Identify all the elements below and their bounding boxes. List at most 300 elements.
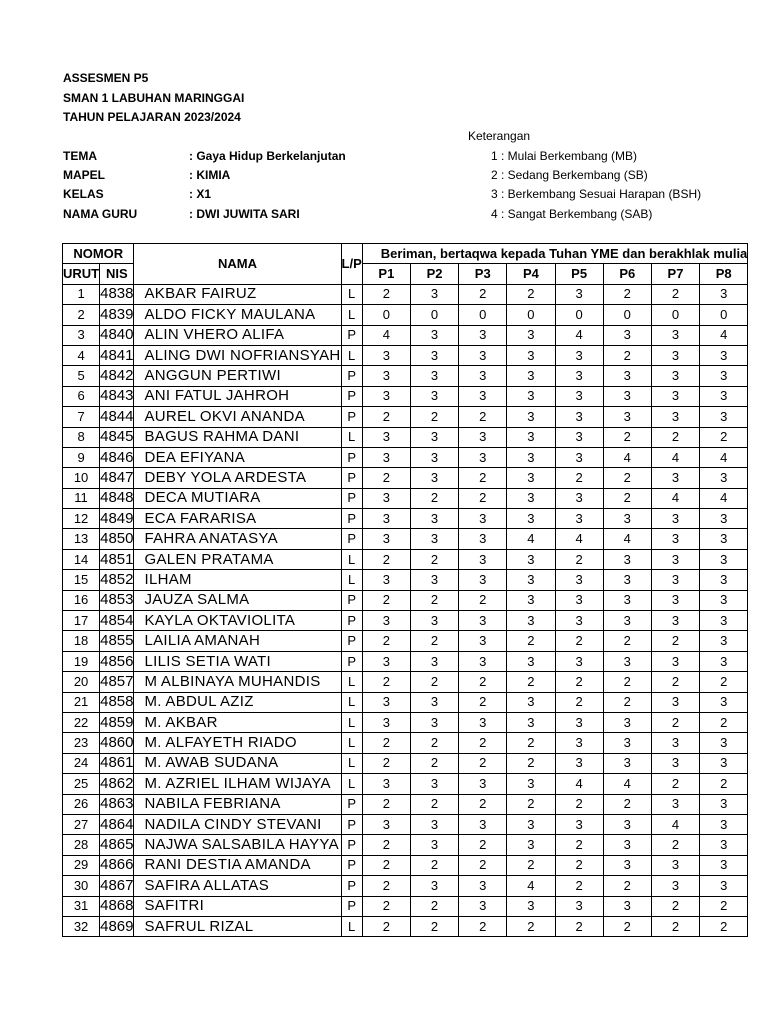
cell-lp: L [341,774,362,794]
cell-urut: 12 [63,509,100,529]
cell-p3: 3 [459,529,507,549]
cell-p8: 4 [700,325,748,345]
col-lp: L/P [341,244,362,285]
cell-nis: 4861 [100,753,134,773]
cell-p7: 2 [651,774,699,794]
cell-p2: 2 [410,896,458,916]
cell-p3: 3 [459,570,507,590]
cell-p8: 3 [700,611,748,631]
cell-urut: 5 [63,366,100,386]
cell-nis: 4852 [100,570,134,590]
cell-nama: ANGGUN PERTIWI [134,366,341,386]
cell-p6: 4 [603,447,651,467]
cell-nama: NAJWA SALSABILA HAYYA [134,835,341,855]
cell-p4: 3 [507,611,555,631]
cell-nis: 4859 [100,712,134,732]
table-row [63,325,748,345]
cell-p6: 4 [603,774,651,794]
cell-p2: 3 [410,835,458,855]
table-row [63,916,748,936]
cell-nama: ANI FATUL JAHROH [134,386,341,406]
cell-p7: 3 [651,386,699,406]
table-row [63,855,748,875]
cell-lp: L [341,692,362,712]
cell-urut: 24 [63,753,100,773]
cell-p7: 4 [651,447,699,467]
cell-p6: 3 [603,570,651,590]
col-p8: P8 [700,264,748,284]
cell-p4: 3 [507,386,555,406]
cell-p5: 3 [555,651,603,671]
cell-p5: 0 [555,305,603,325]
cell-p1: 3 [362,814,410,834]
cell-urut: 32 [63,916,100,936]
cell-nama: ILHAM [134,570,341,590]
cell-nis: 4863 [100,794,134,814]
cell-lp: L [341,345,362,365]
cell-p2: 3 [410,427,458,447]
cell-p2: 3 [410,692,458,712]
cell-p2: 2 [410,549,458,569]
cell-p1: 2 [362,672,410,692]
cell-nis: 4846 [100,447,134,467]
cell-p4: 3 [507,447,555,467]
cell-p5: 3 [555,753,603,773]
table-body [63,284,748,937]
cell-p1: 2 [362,794,410,814]
cell-p6: 2 [603,427,651,447]
table-row [63,814,748,834]
assessment-title: ASSESMEN P5 [63,71,149,85]
cell-p8: 3 [700,733,748,753]
cell-urut: 20 [63,672,100,692]
cell-nama: M ALBINAYA MUHANDIS [134,672,341,692]
cell-p3: 2 [459,753,507,773]
cell-p5: 3 [555,345,603,365]
cell-p1: 3 [362,712,410,732]
cell-nama: M. ALFAYETH RIADO [134,733,341,753]
mapel-value: : KIMIA [189,168,231,182]
cell-lp: P [341,814,362,834]
cell-lp: L [341,672,362,692]
cell-p8: 3 [700,876,748,896]
cell-p1: 2 [362,468,410,488]
cell-p8: 3 [700,814,748,834]
cell-p3: 3 [459,774,507,794]
table-row [63,488,748,508]
cell-p4: 3 [507,407,555,427]
cell-p2: 3 [410,814,458,834]
cell-nama: ALDO FICKY MAULANA [134,305,341,325]
cell-p3: 3 [459,712,507,732]
cell-p3: 0 [459,305,507,325]
cell-p3: 3 [459,325,507,345]
cell-p6: 3 [603,366,651,386]
cell-lp: P [341,488,362,508]
cell-lp: P [341,631,362,651]
cell-p4: 3 [507,692,555,712]
cell-p6: 2 [603,468,651,488]
table-row [63,712,748,732]
cell-p3: 3 [459,427,507,447]
cell-p2: 2 [410,733,458,753]
cell-urut: 1 [63,284,100,304]
assessment-table [62,243,748,937]
cell-p2: 3 [410,712,458,732]
cell-p3: 3 [459,509,507,529]
cell-nis: 4850 [100,529,134,549]
cell-p6: 3 [603,753,651,773]
school-name: SMAN 1 LABUHAN MARINGGAI [63,91,245,105]
cell-p8: 3 [700,794,748,814]
cell-p5: 2 [555,855,603,875]
cell-p8: 3 [700,345,748,365]
academic-year: TAHUN PELAJARAN 2023/2024 [63,110,241,124]
table-row [63,631,748,651]
cell-lp: P [341,611,362,631]
cell-p1: 2 [362,753,410,773]
cell-p8: 2 [700,896,748,916]
cell-p1: 2 [362,631,410,651]
cell-p4: 2 [507,672,555,692]
legend-item-3: 3 : Berkembang Sesuai Harapan (BSH) [491,187,702,201]
table-row [63,896,748,916]
table-row [63,590,748,610]
cell-p3: 3 [459,876,507,896]
cell-urut: 16 [63,590,100,610]
cell-urut: 29 [63,855,100,875]
cell-p5: 2 [555,876,603,896]
cell-p1: 0 [362,305,410,325]
cell-p7: 0 [651,305,699,325]
table-row [63,468,748,488]
cell-p6: 3 [603,651,651,671]
cell-nama: GALEN PRATAMA [134,549,341,569]
cell-p5: 3 [555,509,603,529]
cell-p2: 3 [410,345,458,365]
cell-urut: 30 [63,876,100,896]
col-p5: P5 [555,264,603,284]
cell-p8: 3 [700,529,748,549]
cell-p3: 2 [459,835,507,855]
table-row [63,427,748,447]
cell-nama: DEA EFIYANA [134,447,341,467]
cell-nama: FAHRA ANATASYA [134,529,341,549]
cell-nis: 4843 [100,386,134,406]
cell-p1: 2 [362,733,410,753]
cell-nis: 4864 [100,814,134,834]
cell-p1: 4 [362,325,410,345]
cell-p1: 2 [362,590,410,610]
cell-p6: 2 [603,345,651,365]
cell-p7: 3 [651,366,699,386]
cell-lp: P [341,386,362,406]
cell-p4: 3 [507,570,555,590]
cell-p5: 2 [555,631,603,651]
cell-p8: 3 [700,284,748,304]
legend-item-4: 4 : Sangat Berkembang (SAB) [491,207,653,221]
cell-lp: P [341,876,362,896]
cell-nis: 4842 [100,366,134,386]
cell-nis: 4848 [100,488,134,508]
cell-p6: 3 [603,325,651,345]
cell-p5: 3 [555,814,603,834]
cell-urut: 31 [63,896,100,916]
table-row [63,753,748,773]
cell-nis: 4853 [100,590,134,610]
cell-p3: 3 [459,896,507,916]
cell-p4: 3 [507,325,555,345]
cell-nis: 4869 [100,916,134,936]
cell-lp: L [341,284,362,304]
cell-p6: 4 [603,529,651,549]
cell-p6: 3 [603,896,651,916]
cell-p2: 3 [410,366,458,386]
cell-nama: NADILA CINDY STEVANI [134,814,341,834]
cell-p6: 3 [603,733,651,753]
header-row-1 [63,244,748,264]
cell-lp: L [341,427,362,447]
cell-nis: 4855 [100,631,134,651]
cell-p6: 3 [603,611,651,631]
cell-p3: 3 [459,611,507,631]
cell-p7: 3 [651,345,699,365]
cell-p2: 2 [410,672,458,692]
cell-lp: L [341,570,362,590]
guru-value: : DWI JUWITA SARI [189,207,300,221]
cell-nis: 4851 [100,549,134,569]
cell-p6: 3 [603,549,651,569]
cell-p2: 3 [410,386,458,406]
cell-p1: 3 [362,774,410,794]
cell-p8: 3 [700,509,748,529]
cell-p7: 4 [651,814,699,834]
cell-nis: 4844 [100,407,134,427]
cell-nama: AUREL OKVI ANANDA [134,407,341,427]
cell-lp: L [341,733,362,753]
cell-p5: 2 [555,672,603,692]
cell-p5: 3 [555,733,603,753]
mapel-label: MAPEL [63,168,105,182]
cell-nis: 4840 [100,325,134,345]
cell-p2: 3 [410,651,458,671]
cell-p2: 0 [410,305,458,325]
cell-p6: 2 [603,794,651,814]
cell-p6: 2 [603,876,651,896]
cell-urut: 25 [63,774,100,794]
table-row [63,447,748,467]
cell-urut: 23 [63,733,100,753]
cell-lp: L [341,549,362,569]
cell-lp: L [341,305,362,325]
guru-label: NAMA GURU [63,207,138,221]
cell-lp: P [341,896,362,916]
cell-p3: 2 [459,284,507,304]
cell-p1: 3 [362,345,410,365]
cell-nama: NABILA FEBRIANA [134,794,341,814]
col-p1: P1 [362,264,410,284]
cell-nis: 4860 [100,733,134,753]
cell-p5: 3 [555,488,603,508]
table-row [63,570,748,590]
cell-lp: P [341,794,362,814]
cell-p1: 3 [362,570,410,590]
table-row [63,794,748,814]
cell-urut: 7 [63,407,100,427]
cell-p5: 2 [555,835,603,855]
cell-p2: 3 [410,611,458,631]
cell-p6: 3 [603,509,651,529]
cell-p7: 2 [651,284,699,304]
cell-p7: 3 [651,407,699,427]
legend-title: Keterangan [468,129,531,143]
cell-lp: P [341,447,362,467]
cell-urut: 11 [63,488,100,508]
cell-nis: 4857 [100,672,134,692]
cell-nis: 4865 [100,835,134,855]
cell-p4: 3 [507,488,555,508]
cell-nama: SAFIRA ALLATAS [134,876,341,896]
cell-lp: P [341,835,362,855]
cell-p3: 2 [459,692,507,712]
cell-p4: 3 [507,651,555,671]
cell-nama: M. ABDUL AZIZ [134,692,341,712]
cell-p8: 2 [700,916,748,936]
cell-p8: 0 [700,305,748,325]
table-row [63,549,748,569]
cell-nis: 4856 [100,651,134,671]
table-row [63,733,748,753]
cell-nis: 4866 [100,855,134,875]
cell-nama: AKBAR FAIRUZ [134,284,341,304]
cell-p3: 3 [459,651,507,671]
cell-p5: 4 [555,529,603,549]
cell-p2: 3 [410,529,458,549]
cell-urut: 4 [63,345,100,365]
cell-p4: 2 [507,284,555,304]
cell-p6: 3 [603,835,651,855]
cell-p6: 2 [603,672,651,692]
table-row [63,509,748,529]
cell-p5: 3 [555,284,603,304]
cell-p8: 3 [700,835,748,855]
cell-p1: 3 [362,386,410,406]
cell-p4: 2 [507,916,555,936]
cell-p6: 3 [603,386,651,406]
cell-p5: 3 [555,407,603,427]
cell-nis: 4839 [100,305,134,325]
cell-p2: 3 [410,774,458,794]
cell-p1: 3 [362,366,410,386]
cell-p2: 2 [410,916,458,936]
cell-p4: 3 [507,814,555,834]
cell-p5: 3 [555,366,603,386]
cell-urut: 27 [63,814,100,834]
cell-nama: DECA MUTIARA [134,488,341,508]
cell-p4: 3 [507,896,555,916]
cell-p5: 3 [555,386,603,406]
cell-p7: 3 [651,325,699,345]
cell-p2: 3 [410,447,458,467]
cell-p1: 3 [362,611,410,631]
col-nis: NIS [100,264,134,284]
cell-p4: 3 [507,835,555,855]
col-nomor: NOMOR [63,244,134,264]
cell-p7: 2 [651,631,699,651]
cell-p2: 3 [410,325,458,345]
cell-p2: 2 [410,855,458,875]
cell-urut: 26 [63,794,100,814]
cell-p2: 2 [410,407,458,427]
cell-p7: 3 [651,733,699,753]
cell-p8: 4 [700,488,748,508]
cell-p5: 3 [555,896,603,916]
col-p3: P3 [459,264,507,284]
cell-p3: 3 [459,345,507,365]
cell-p2: 3 [410,468,458,488]
cell-p3: 2 [459,733,507,753]
table-row [63,611,748,631]
cell-urut: 15 [63,570,100,590]
table-row [63,672,748,692]
cell-p1: 2 [362,835,410,855]
cell-urut: 2 [63,305,100,325]
cell-p5: 2 [555,468,603,488]
cell-p2: 3 [410,570,458,590]
col-p6: P6 [603,264,651,284]
cell-urut: 14 [63,549,100,569]
cell-p2: 3 [410,876,458,896]
cell-p7: 3 [651,549,699,569]
cell-p8: 2 [700,712,748,732]
cell-p6: 3 [603,712,651,732]
cell-p8: 3 [700,549,748,569]
cell-p6: 2 [603,692,651,712]
cell-nama: ALIN VHERO ALIFA [134,325,341,345]
cell-nama: M. AWAB SUDANA [134,753,341,773]
cell-p8: 2 [700,427,748,447]
cell-p8: 2 [700,774,748,794]
tema-value: : Gaya Hidup Berkelanjutan [189,149,346,163]
cell-p7: 3 [651,876,699,896]
cell-nama: SAFRUL RIZAL [134,916,341,936]
cell-p3: 2 [459,916,507,936]
table-row [63,835,748,855]
table-row [63,774,748,794]
cell-p3: 2 [459,468,507,488]
cell-p5: 2 [555,692,603,712]
cell-p4: 2 [507,855,555,875]
table-head [63,244,748,285]
cell-nis: 4841 [100,345,134,365]
cell-urut: 3 [63,325,100,345]
cell-lp: P [341,468,362,488]
cell-nama: RANI DESTIA AMANDA [134,855,341,875]
cell-p1: 2 [362,876,410,896]
cell-p8: 3 [700,386,748,406]
cell-urut: 28 [63,835,100,855]
table-row [63,386,748,406]
cell-p5: 3 [555,611,603,631]
cell-nama: SAFITRI [134,896,341,916]
cell-p8: 3 [700,570,748,590]
cell-p1: 3 [362,447,410,467]
cell-p4: 3 [507,345,555,365]
cell-p6: 3 [603,407,651,427]
cell-p2: 2 [410,590,458,610]
cell-nis: 4854 [100,611,134,631]
cell-p3: 3 [459,386,507,406]
